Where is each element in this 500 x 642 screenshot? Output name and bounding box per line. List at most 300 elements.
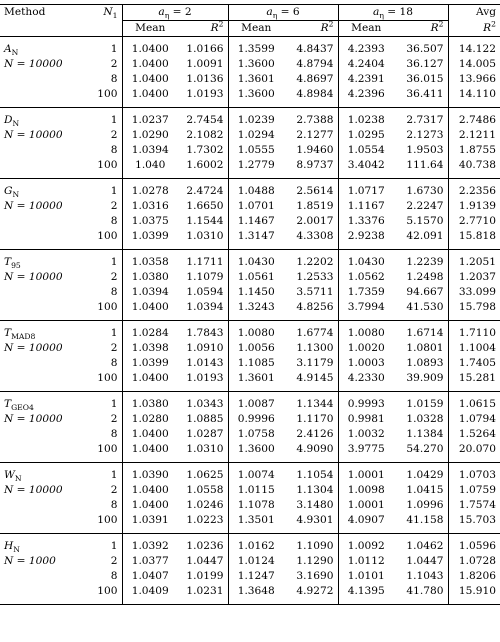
value-cell: 1.0429 (394, 463, 448, 484)
value-cell: 1.6002 (178, 158, 228, 179)
value-cell: 1.0447 (394, 554, 448, 569)
value-cell: 1.3243 (237, 301, 275, 313)
r2-header: $R^2$ (394, 21, 448, 37)
n1-cell: 2 (88, 270, 122, 285)
value-cell: 4.1395 (347, 585, 385, 597)
value-cell: 15.281 (458, 372, 496, 384)
results-body (0, 37, 500, 605)
value-cell: 15.798 (458, 301, 496, 313)
value-cell: 1.0162 (237, 540, 275, 552)
value-cell: 2.2247 (394, 199, 448, 214)
value-cell: 1.2051 (458, 256, 496, 268)
value-cell: 1.0236 (178, 534, 228, 555)
value-cell: 2.4126 (284, 427, 338, 442)
mean-header: Mean (135, 22, 166, 34)
value-cell: 4.8697 (284, 72, 338, 87)
value-cell: 1.2498 (394, 270, 448, 285)
value-cell: 2.9238 (347, 230, 385, 242)
value-cell: 1.1085 (237, 357, 275, 369)
method-header: Method (4, 6, 46, 19)
value-cell: 1.0074 (237, 469, 275, 481)
table-row (0, 87, 500, 108)
n1-cell: 1 (88, 37, 122, 58)
sample-size-label: N = 10000 (4, 271, 63, 283)
value-cell: 1.0703 (458, 469, 496, 481)
value-cell: 1.8206 (458, 570, 496, 582)
value-cell: 41.780 (394, 584, 448, 605)
n1-cell: 8 (88, 427, 122, 442)
value-cell: 1.0392 (131, 540, 169, 552)
value-cell: 4.8984 (284, 87, 338, 108)
table-row (0, 285, 500, 300)
value-cell: 4.2396 (347, 88, 385, 100)
value-cell: 1.0801 (394, 341, 448, 356)
value-cell: 0.9981 (347, 413, 385, 425)
value-cell: 1.0555 (237, 144, 275, 156)
value-cell: 1.2037 (458, 271, 496, 283)
value-cell: 39.909 (394, 371, 448, 392)
value-cell: 2.1273 (394, 128, 448, 143)
value-cell: 1.0400 (131, 428, 169, 440)
value-cell: 1.0400 (131, 484, 169, 496)
value-cell: 1.0885 (178, 412, 228, 427)
value-cell: 1.0290 (131, 129, 169, 141)
value-cell: 0.9993 (347, 398, 385, 410)
value-cell: 14.005 (458, 58, 496, 70)
table-row (0, 270, 500, 285)
value-cell: 3.5711 (284, 285, 338, 300)
value-cell: 15.818 (458, 230, 496, 242)
value-cell: 1.0407 (131, 570, 169, 582)
method-name: $T_{95}$ (4, 256, 21, 271)
n1-cell: 8 (88, 214, 122, 229)
avg-header: Avg (476, 6, 496, 19)
value-cell: 4.8794 (284, 57, 338, 72)
value-cell: 1.7405 (458, 357, 496, 369)
value-cell: 1.1304 (284, 483, 338, 498)
n1-cell: 8 (88, 356, 122, 371)
value-cell: 1.3599 (237, 43, 275, 55)
value-cell: 14.110 (458, 88, 496, 100)
value-cell: 1.0020 (347, 342, 385, 354)
method-name: $A_N$ (4, 43, 19, 58)
value-cell: 1.0092 (347, 540, 385, 552)
table-row (0, 513, 500, 534)
value-cell: 4.9301 (284, 513, 338, 534)
value-cell: 1.0390 (131, 469, 169, 481)
value-cell: 15.910 (458, 585, 496, 597)
value-cell: 1.7574 (458, 499, 496, 511)
n1-cell: 100 (88, 300, 122, 321)
value-cell: 4.9145 (284, 371, 338, 392)
value-cell: 2.7710 (458, 215, 496, 227)
table-row (0, 427, 500, 442)
method-name: $G_N$ (4, 185, 20, 200)
value-cell: 1.0400 (131, 499, 169, 511)
value-cell: 1.0394 (131, 286, 169, 298)
value-cell: 36.411 (394, 87, 448, 108)
n1-cell: 8 (88, 72, 122, 87)
value-cell: 1.0091 (178, 57, 228, 72)
mean-header: Mean (351, 22, 382, 34)
value-cell: 1.1450 (237, 286, 275, 298)
table-row (0, 341, 500, 356)
value-cell: 1.3501 (237, 514, 275, 526)
value-cell: 1.1544 (178, 214, 228, 229)
value-cell: 33.099 (458, 286, 496, 298)
value-cell: 2.5614 (284, 179, 338, 200)
value-cell: 1.0159 (394, 392, 448, 413)
sample-size-label: N = 10000 (4, 413, 63, 425)
group-header-a2: $a_\eta = 2$ (122, 5, 228, 21)
value-cell: 1.0223 (178, 513, 228, 534)
value-cell: 1.9460 (284, 143, 338, 158)
value-cell: 1.0759 (458, 484, 496, 496)
value-cell: 1.0001 (347, 469, 385, 481)
mean-header: Mean (241, 22, 272, 34)
value-cell: 14.122 (458, 43, 496, 55)
method-name: $H_N$ (4, 540, 20, 555)
value-cell: 1.0394 (178, 300, 228, 321)
value-cell: 1.1467 (237, 215, 275, 227)
value-cell: 3.9775 (347, 443, 385, 455)
table-row (0, 199, 500, 214)
value-cell: 1.0112 (347, 555, 385, 567)
table-row (0, 128, 500, 143)
n1-cell: 100 (88, 229, 122, 250)
value-cell: 1.3147 (237, 230, 275, 242)
value-cell: 1.1054 (284, 463, 338, 484)
n1-cell: 2 (88, 554, 122, 569)
value-cell: 1.0380 (131, 398, 169, 410)
table-row (0, 250, 500, 271)
n1-cell: 2 (88, 341, 122, 356)
method-name: $D_N$ (4, 114, 20, 129)
value-cell: 2.1277 (284, 128, 338, 143)
value-cell: 1.0394 (131, 144, 169, 156)
table-row (0, 108, 500, 129)
value-cell: 13.966 (458, 73, 496, 85)
value-cell: 1.0310 (178, 442, 228, 463)
value-cell: 4.9272 (284, 584, 338, 605)
n1-cell: 100 (88, 371, 122, 392)
sample-size-label: N = 10000 (4, 484, 63, 496)
sample-size-label: N = 10000 (4, 58, 63, 70)
value-cell: 1.0246 (178, 498, 228, 513)
value-cell: 4.9090 (284, 442, 338, 463)
value-cell: 1.0001 (347, 499, 385, 511)
n1-cell: 1 (88, 179, 122, 200)
value-cell: 2.2356 (458, 185, 496, 197)
value-cell: 1.0596 (458, 540, 496, 552)
value-cell: 1.0400 (131, 88, 169, 100)
value-cell: 1.3600 (237, 88, 275, 100)
value-cell: 1.3600 (237, 58, 275, 70)
value-cell: 1.0554 (347, 144, 385, 156)
value-cell: 1.0561 (237, 271, 275, 283)
n1-header: $N_1$ (88, 5, 122, 21)
value-cell: 111.64 (394, 158, 448, 179)
header-row-2 (0, 21, 500, 37)
value-cell: 1.5264 (458, 428, 496, 440)
group-header-a6: $a_\eta = 6$ (228, 5, 338, 21)
value-cell: 1.0594 (178, 285, 228, 300)
table-row (0, 72, 500, 87)
value-cell: 1.0488 (237, 185, 275, 197)
value-cell: 1.0430 (237, 256, 275, 268)
value-cell: 20.070 (458, 443, 496, 455)
table-row (0, 158, 500, 179)
n1-cell: 100 (88, 584, 122, 605)
sample-size-label: N = 10000 (4, 342, 63, 354)
value-cell: 1.0377 (131, 555, 169, 567)
value-cell: 1.0237 (131, 114, 169, 126)
value-cell: 1.0558 (178, 483, 228, 498)
n1-cell: 1 (88, 463, 122, 484)
n1-cell: 1 (88, 392, 122, 413)
value-cell: 1.0295 (347, 129, 385, 141)
value-cell: 1.7302 (178, 143, 228, 158)
value-cell: 1.6714 (394, 321, 448, 342)
method-name: $W_N$ (4, 469, 22, 484)
table-row (0, 321, 500, 342)
method-name: $T_{MAD8}$ (4, 327, 36, 342)
value-cell: 3.1179 (284, 356, 338, 371)
table-row (0, 143, 500, 158)
value-cell: 1.0400 (131, 58, 169, 70)
value-cell: 1.0380 (131, 271, 169, 283)
value-cell: 1.0193 (178, 371, 228, 392)
table-row (0, 442, 500, 463)
value-cell: 1.2533 (284, 270, 338, 285)
value-cell: 1.0231 (178, 584, 228, 605)
n1-cell: 2 (88, 128, 122, 143)
value-cell: 4.2393 (347, 43, 385, 55)
value-cell: 36.015 (394, 72, 448, 87)
value-cell: 1.0758 (237, 428, 275, 440)
r2-header: $R^2$ (284, 21, 338, 37)
value-cell: 40.738 (458, 159, 496, 171)
n1-cell: 2 (88, 199, 122, 214)
value-cell: 4.0907 (347, 514, 385, 526)
value-cell: 1.1344 (284, 392, 338, 413)
value-cell: 36.507 (394, 37, 448, 58)
value-cell: 1.3601 (237, 372, 275, 384)
value-cell: 2.0017 (284, 214, 338, 229)
value-cell: 1.8519 (284, 199, 338, 214)
value-cell: 94.667 (394, 285, 448, 300)
value-cell: 3.1480 (284, 498, 338, 513)
value-cell: 1.0136 (178, 72, 228, 87)
value-cell: 4.3308 (284, 229, 338, 250)
value-cell: 1.3376 (347, 215, 385, 227)
value-cell: 1.1170 (284, 412, 338, 427)
group-header-a18: $a_\eta = 18$ (338, 5, 448, 21)
n1-cell: 100 (88, 513, 122, 534)
n1-cell: 8 (88, 285, 122, 300)
value-cell: 1.0430 (347, 256, 385, 268)
value-cell: 4.2330 (347, 372, 385, 384)
value-cell: 0.9996 (237, 413, 275, 425)
n1-cell: 100 (88, 87, 122, 108)
table-row (0, 392, 500, 413)
value-cell: 1.3600 (237, 443, 275, 455)
value-cell: 1.0615 (458, 398, 496, 410)
n1-cell: 8 (88, 498, 122, 513)
table-row (0, 463, 500, 484)
value-cell: 1.9503 (394, 143, 448, 158)
n1-cell: 1 (88, 250, 122, 271)
value-cell: 1.6774 (284, 321, 338, 342)
value-cell: 41.158 (394, 513, 448, 534)
value-cell: 1.9139 (458, 200, 496, 212)
value-cell: 1.0124 (237, 555, 275, 567)
value-cell: 1.0098 (347, 484, 385, 496)
value-cell: 1.1078 (237, 499, 275, 511)
value-cell: 2.7486 (458, 114, 496, 126)
value-cell: 1.0080 (237, 327, 275, 339)
table-row (0, 179, 500, 200)
table-row (0, 371, 500, 392)
value-cell: 4.2391 (347, 73, 385, 85)
value-cell: 1.0391 (131, 514, 169, 526)
value-cell: 1.7843 (178, 321, 228, 342)
value-cell: 2.7388 (284, 108, 338, 129)
value-cell: 1.1043 (394, 569, 448, 584)
value-cell: 1.0238 (347, 114, 385, 126)
value-cell: 4.8437 (284, 37, 338, 58)
value-cell: 1.0399 (131, 357, 169, 369)
value-cell: 1.0087 (237, 398, 275, 410)
value-cell: 41.530 (394, 300, 448, 321)
value-cell: 1.0409 (131, 585, 169, 597)
value-cell: 1.0400 (131, 443, 169, 455)
table-row (0, 412, 500, 427)
value-cell: 2.4724 (178, 179, 228, 200)
value-cell: 1.0400 (131, 43, 169, 55)
value-cell: 1.0625 (178, 463, 228, 484)
value-cell: 1.0284 (131, 327, 169, 339)
value-cell: 1.1004 (458, 342, 496, 354)
value-cell: 1.0166 (178, 37, 228, 58)
value-cell: 4.2404 (347, 58, 385, 70)
value-cell: 1.0316 (131, 200, 169, 212)
r2-header: $R^2$ (483, 19, 496, 34)
value-cell: 1.0143 (178, 356, 228, 371)
value-cell: 1.0358 (131, 256, 169, 268)
value-cell: 1.3601 (237, 73, 275, 85)
n1-cell: 2 (88, 483, 122, 498)
value-cell: 1.1711 (178, 250, 228, 271)
value-cell: 1.0375 (131, 215, 169, 227)
value-cell: 5.1570 (394, 214, 448, 229)
n1-cell: 8 (88, 143, 122, 158)
value-cell: 1.0400 (131, 301, 169, 313)
value-cell: 3.1690 (284, 569, 338, 584)
value-cell: 1.3648 (237, 585, 275, 597)
value-cell: 1.6730 (394, 179, 448, 200)
table-row (0, 229, 500, 250)
value-cell: 4.8256 (284, 300, 338, 321)
value-cell: 8.9737 (284, 158, 338, 179)
table-row (0, 356, 500, 371)
table-row (0, 214, 500, 229)
value-cell: 1.0996 (394, 498, 448, 513)
value-cell: 2.7317 (394, 108, 448, 129)
table-row (0, 37, 500, 58)
n1-cell: 100 (88, 442, 122, 463)
n1-cell: 1 (88, 534, 122, 555)
n1-cell: 8 (88, 569, 122, 584)
value-cell: 1.0294 (237, 129, 275, 141)
results-table (0, 4, 500, 605)
value-cell: 1.0287 (178, 427, 228, 442)
value-cell: 1.0115 (237, 484, 275, 496)
value-cell: 1.0893 (394, 356, 448, 371)
value-cell: 1.0447 (178, 554, 228, 569)
value-cell: 1.0399 (131, 230, 169, 242)
value-cell: 1.0343 (178, 392, 228, 413)
value-cell: 1.1247 (237, 570, 275, 582)
value-cell: 1.8755 (458, 144, 496, 156)
value-cell: 1.0280 (131, 413, 169, 425)
value-cell: 1.0193 (178, 87, 228, 108)
value-cell: 1.0910 (178, 341, 228, 356)
table-row (0, 554, 500, 569)
n1-cell: 2 (88, 412, 122, 427)
value-cell: 1.1290 (284, 554, 338, 569)
method-name: $T_{GEO4}$ (4, 398, 34, 413)
value-cell: 1.0398 (131, 342, 169, 354)
value-cell: 1.0278 (131, 185, 169, 197)
sample-size-label: N = 1000 (4, 555, 56, 567)
value-cell: 1.7110 (458, 327, 496, 339)
value-cell: 1.7359 (347, 286, 385, 298)
value-cell: 1.1167 (347, 200, 385, 212)
value-cell: 1.0199 (178, 569, 228, 584)
value-cell: 1.0562 (347, 271, 385, 283)
value-cell: 3.4042 (347, 159, 385, 171)
header-row-1 (0, 5, 500, 21)
value-cell: 1.0400 (131, 73, 169, 85)
n1-cell: 1 (88, 321, 122, 342)
value-cell: 1.1079 (178, 270, 228, 285)
value-cell: 1.1090 (284, 534, 338, 555)
value-cell: 1.0415 (394, 483, 448, 498)
value-cell: 1.0794 (458, 413, 496, 425)
sample-size-label: N = 10000 (4, 129, 63, 141)
value-cell: 1.0717 (347, 185, 385, 197)
r2-header: $R^2$ (178, 21, 228, 37)
value-cell: 1.040 (135, 159, 166, 171)
value-cell: 15.703 (458, 514, 496, 526)
value-cell: 1.0701 (237, 200, 275, 212)
value-cell: 2.1211 (458, 129, 496, 141)
value-cell: 1.0056 (237, 342, 275, 354)
value-cell: 1.0239 (237, 114, 275, 126)
value-cell: 1.6650 (178, 199, 228, 214)
value-cell: 1.1384 (394, 427, 448, 442)
table-row (0, 57, 500, 72)
value-cell: 2.7454 (178, 108, 228, 129)
value-cell: 1.2202 (284, 250, 338, 271)
table-row (0, 534, 500, 555)
table-row (0, 584, 500, 605)
value-cell: 1.0003 (347, 357, 385, 369)
table-row (0, 300, 500, 321)
value-cell: 1.0080 (347, 327, 385, 339)
value-cell: 1.0462 (394, 534, 448, 555)
